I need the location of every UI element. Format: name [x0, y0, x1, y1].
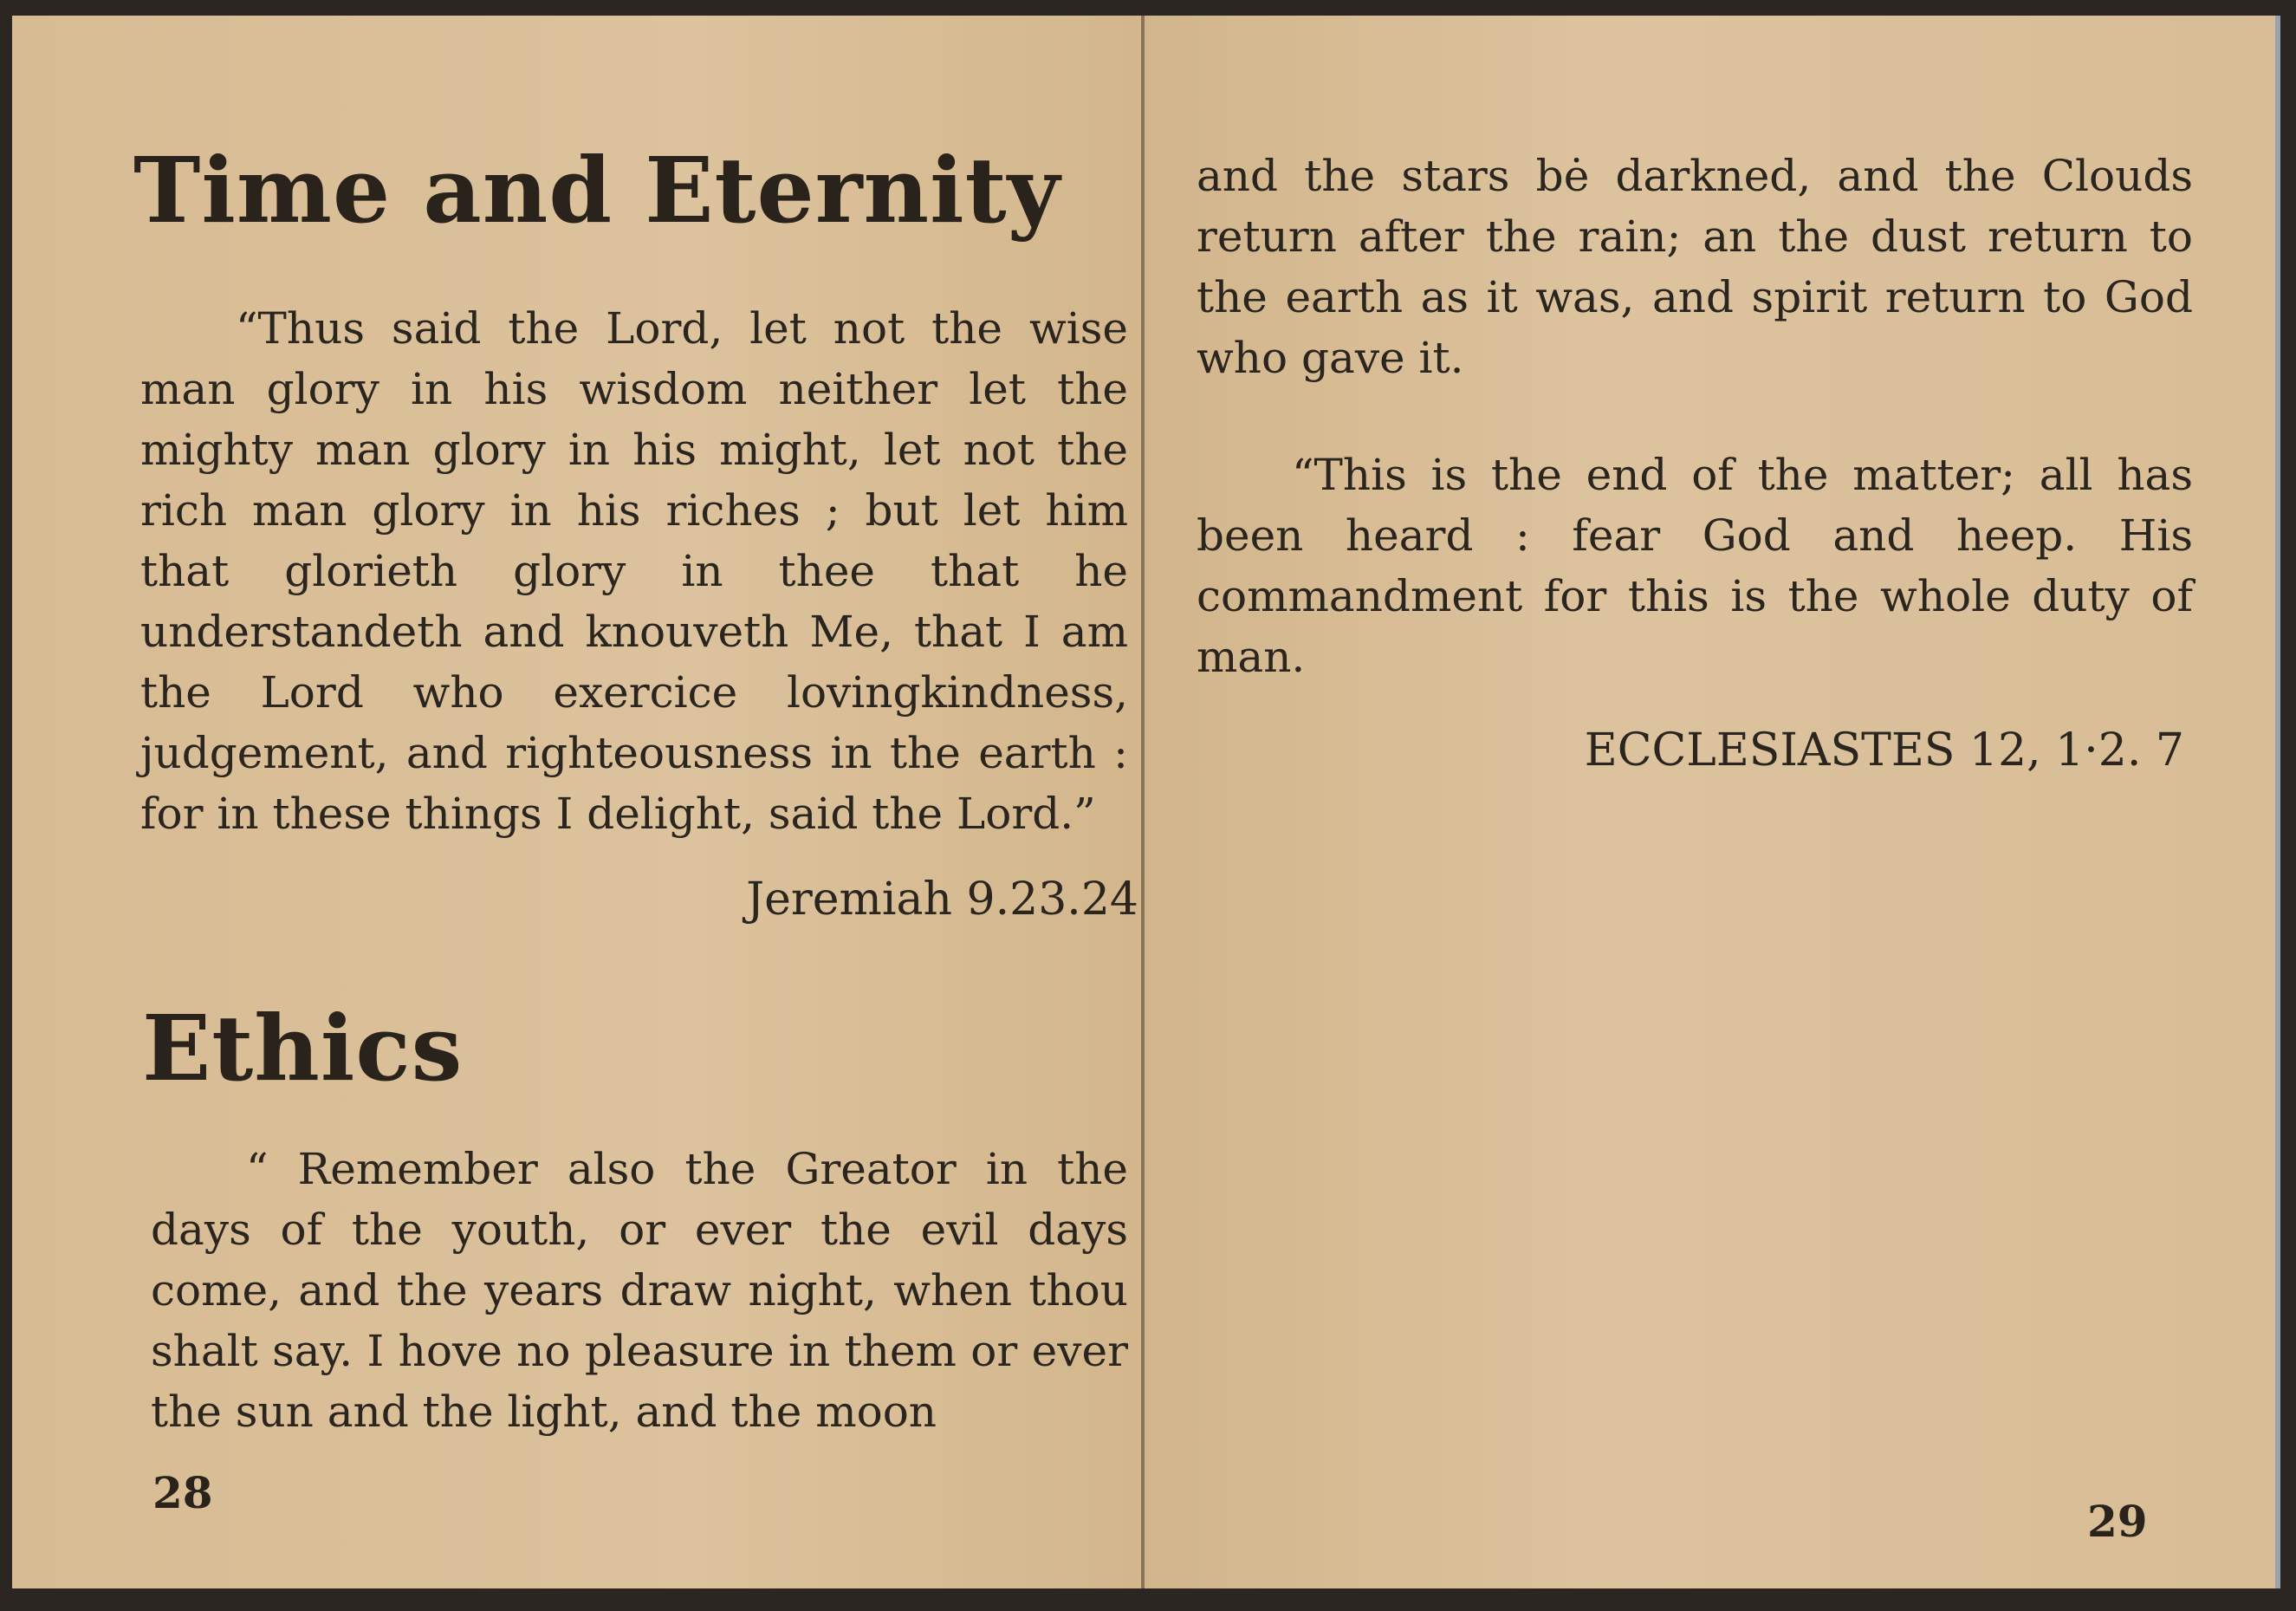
left-page	[12, 16, 1143, 1588]
open-booklet	[12, 16, 2280, 1588]
heading-ethics: Ethics	[142, 995, 464, 1101]
page-number-right: 29	[2087, 1496, 2148, 1547]
ecclesiastes-quote-start: “ Remember also the Greator in the days of the youth, or ever the evil days come, and the years draw night, when thou shalt say. I hove no pleasure in them or ever the sun and the light, and the moon	[151, 1144, 1128, 1437]
ecclesiastes-attribution: ECCLESIASTES 12, 1·2. 7	[1584, 724, 2184, 776]
jeremiah-quote: “Thus said the Lord, let not the wise man glory in his wisdom neither let the mighty man glory in his might, let not the rich man glory in his riches ; but let him that glorieth glory in thee that he understandeth and knouveth Me, that I am the Lord who exercice lovingkindness, judgement, and righteousness in the earth : for in these things I delight, said the Lord.”	[140, 303, 1128, 839]
end-of-matter-quote: “This is the end of the matter; all has been heard : fear God and heep. His commandment for this is the whole duty of man.	[1197, 450, 2193, 682]
page-number-left: 28	[152, 1467, 213, 1518]
right-page	[1145, 16, 2280, 1588]
jeremiah-attribution: Jeremiah 9.23.24	[746, 874, 1138, 926]
ecclesiastes-quote-continued: and the stars bė darkned, and the Clouds return after the rain; an the dust return to the earth as it was, and spirit return to God who gave it.	[1197, 151, 2193, 383]
heading-time-and-eternity: Time and Eternity	[133, 137, 1061, 244]
